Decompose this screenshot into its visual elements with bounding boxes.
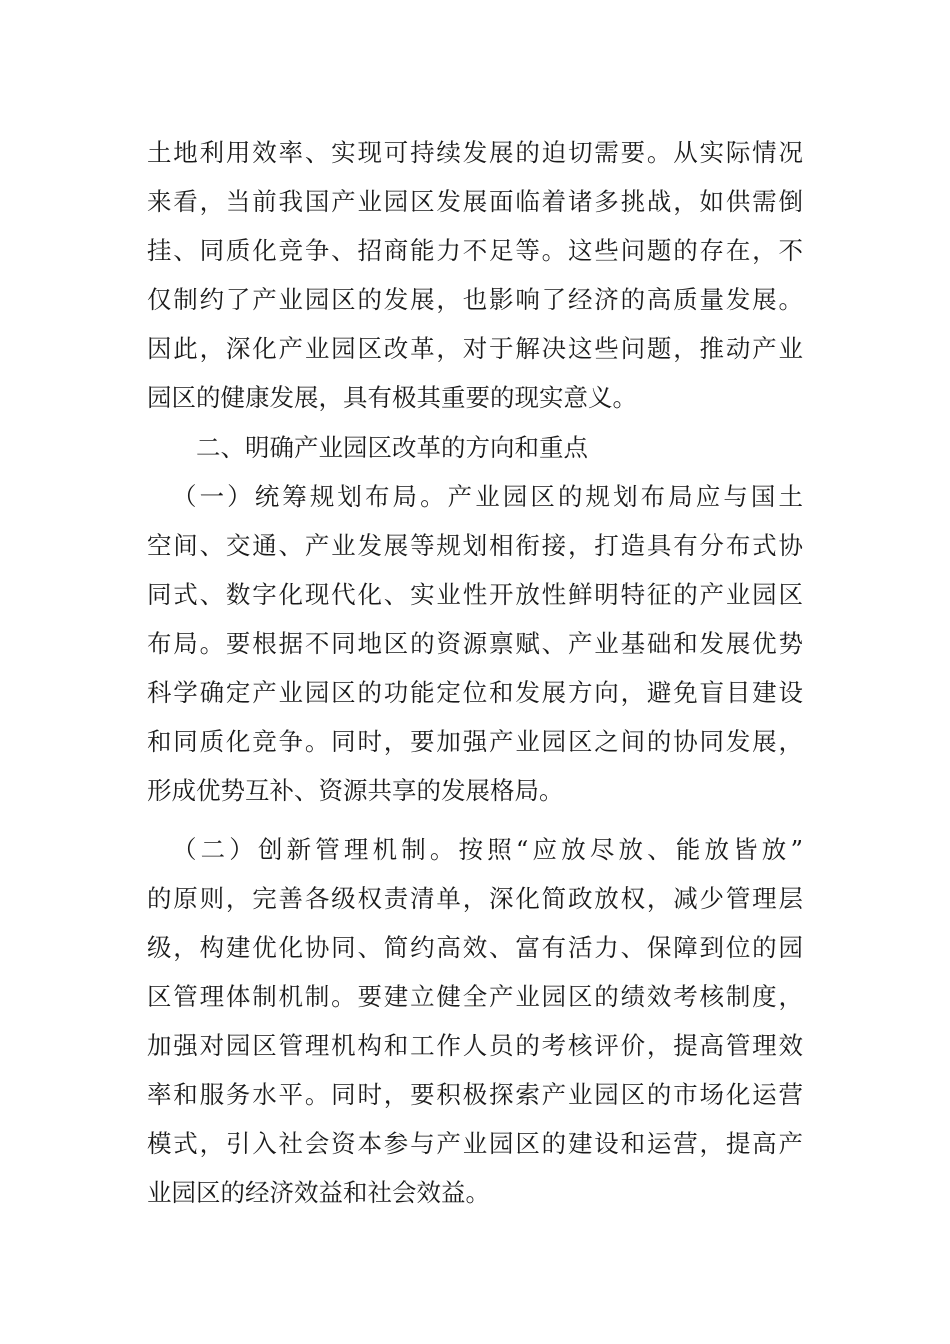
paragraph-line: 的原则，完善各级权责清单，深化简政放权，减少管理层 bbox=[147, 884, 803, 913]
subsection-heading-line: （一）统筹规划布局。产业园区的规划布局应与国土 bbox=[172, 482, 803, 511]
subsection-heading-line: （二）创新管理机制。按照“应放尽放、能放皆放” bbox=[172, 835, 803, 864]
paragraph-line: 仅制约了产业园区的发展，也影响了经济的高质量发展。 bbox=[147, 285, 803, 314]
paragraph-line: 形成优势互补、资源共享的发展格局。 bbox=[147, 776, 564, 805]
paragraph-line: 布局。要根据不同地区的资源禀赋、产业基础和发展优势 bbox=[147, 629, 803, 658]
paragraph-line: 率和服务水平。同时，要积极探索产业园区的市场化运营 bbox=[147, 1080, 803, 1109]
paragraph-line: 加强对园区管理机构和工作人员的考核评价，提高管理效 bbox=[147, 1031, 803, 1060]
paragraph-line: 挂、同质化竞争、招商能力不足等。这些问题的存在，不 bbox=[147, 236, 803, 265]
paragraph-line: 园区的健康发展，具有极其重要的现实意义。 bbox=[147, 383, 637, 412]
paragraph-line: 因此，深化产业园区改革，对于解决这些问题，推动产业 bbox=[147, 334, 803, 363]
paragraph-line: 来看，当前我国产业园区发展面临着诸多挑战，如供需倒 bbox=[147, 187, 803, 216]
paragraph-line: 模式，引入社会资本参与产业园区的建设和运营，提高产 bbox=[147, 1129, 803, 1158]
paragraph-line: 同式、数字化现代化、实业性开放性鲜明特征的产业园区 bbox=[147, 580, 803, 609]
paragraph-line: 科学确定产业园区的功能定位和发展方向，避免盲目建设 bbox=[147, 678, 803, 707]
paragraph-line: 和同质化竞争。同时，要加强产业园区之间的协同发展， bbox=[147, 727, 803, 756]
paragraph-line: 级，构建优化协同、简约高效、富有活力、保障到位的园 bbox=[147, 933, 803, 962]
paragraph-line: 业园区的经济效益和社会效益。 bbox=[147, 1178, 490, 1207]
paragraph-line: 区管理体制机制。要建立健全产业园区的绩效考核制度， bbox=[147, 982, 803, 1011]
section-heading: 二、明确产业园区改革的方向和重点 bbox=[196, 433, 588, 462]
paragraph-line: 土地利用效率、实现可持续发展的迫切需要。从实际情况 bbox=[147, 138, 803, 167]
paragraph-line: 空间、交通、产业发展等规划相衔接，打造具有分布式协 bbox=[147, 531, 803, 560]
